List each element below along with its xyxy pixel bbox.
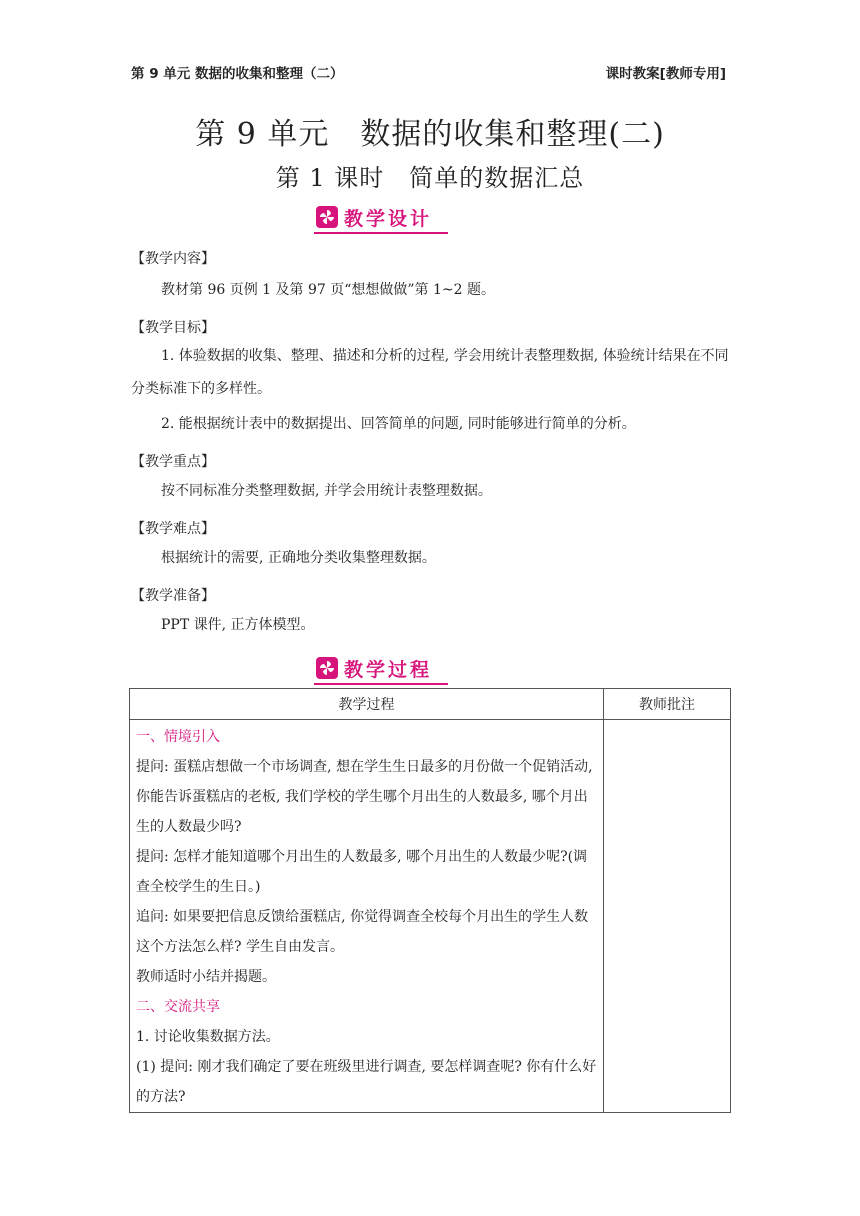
process-table bbox=[129, 688, 731, 1113]
process-line: (1) 提问: 刚才我们确定了要在班级里进行调查, 要怎样调查呢? 你有什么好的方法? bbox=[136, 1059, 597, 1105]
pinwheel-icon bbox=[316, 206, 338, 228]
section-text-preparation: PPT 课件, 正方体模型。 bbox=[161, 617, 315, 633]
section-label-content: 【教学内容】 bbox=[131, 251, 215, 267]
section-heading-intro: 一、情境引入 bbox=[136, 729, 220, 745]
banner-label: 教学过程 bbox=[344, 659, 433, 681]
section-text-content: 教材第 96 页例 1 及第 97 页“想想做做”第 1~2 题。 bbox=[161, 282, 495, 298]
process-line: 提问: 蛋糕店想做一个市场调查, 想在学生生日最多的月份做一个促销活动, 你能告诉蛋糕店的老板, 我们学校的学生哪个月出生的人数最多, 哪个月出生的人数最少吗? bbox=[136, 759, 593, 835]
col-header-process: 教学过程 bbox=[130, 689, 604, 720]
banner-teaching-process bbox=[314, 655, 448, 685]
table-header-row bbox=[130, 689, 731, 720]
section-text-goals-1: 1. 体验数据的收集、整理、描述和分析的过程, 学会用统计表整理数据, 体验统计结果在不同分类标准下的多样性。 bbox=[131, 348, 729, 397]
process-cell bbox=[130, 720, 604, 1113]
section-label-preparation: 【教学准备】 bbox=[131, 588, 215, 604]
section-text-keypoints: 按不同标准分类整理数据, 并学会用统计表整理数据。 bbox=[161, 483, 492, 499]
section-label-keypoints: 【教学重点】 bbox=[131, 454, 215, 470]
teacher-notes-cell bbox=[604, 720, 731, 1113]
page-subtitle: 第 1 课时 简单的数据汇总 bbox=[275, 164, 585, 192]
process-line: 追问: 如果要把信息反馈给蛋糕店, 你觉得调查全校每个月出生的学生人数这个方法怎么样? 学生自由发言。 bbox=[136, 909, 589, 955]
section-heading-share: 二、交流共享 bbox=[136, 999, 220, 1015]
banner-label: 教学设计 bbox=[344, 208, 433, 230]
table-row bbox=[130, 720, 731, 1113]
pinwheel-icon bbox=[316, 657, 338, 679]
header-right: 课时教案[教师专用] bbox=[605, 66, 726, 82]
process-line: 教师适时小结并揭题。 bbox=[136, 969, 276, 985]
process-line: 1. 讨论收集数据方法。 bbox=[136, 1029, 280, 1045]
process-line: 提问: 怎样才能知道哪个月出生的人数最多, 哪个月出生的人数最少呢?(调查全校学生的生日。) bbox=[136, 849, 588, 895]
page-title: 第 9 单元 数据的收集和整理(二) bbox=[195, 117, 665, 152]
section-text-goals-2: 2. 能根据统计表中的数据提出、回答简单的问题, 同时能够进行简单的分析。 bbox=[161, 416, 636, 432]
col-header-notes: 教师批注 bbox=[604, 689, 731, 720]
section-label-goals: 【教学目标】 bbox=[131, 320, 215, 336]
banner-teaching-design bbox=[314, 204, 448, 234]
header-left: 第 9 单元 数据的收集和整理（二） bbox=[131, 66, 344, 82]
section-text-difficulties: 根据统计的需要, 正确地分类收集整理数据。 bbox=[161, 550, 436, 566]
section-label-difficulties: 【教学难点】 bbox=[131, 521, 215, 537]
